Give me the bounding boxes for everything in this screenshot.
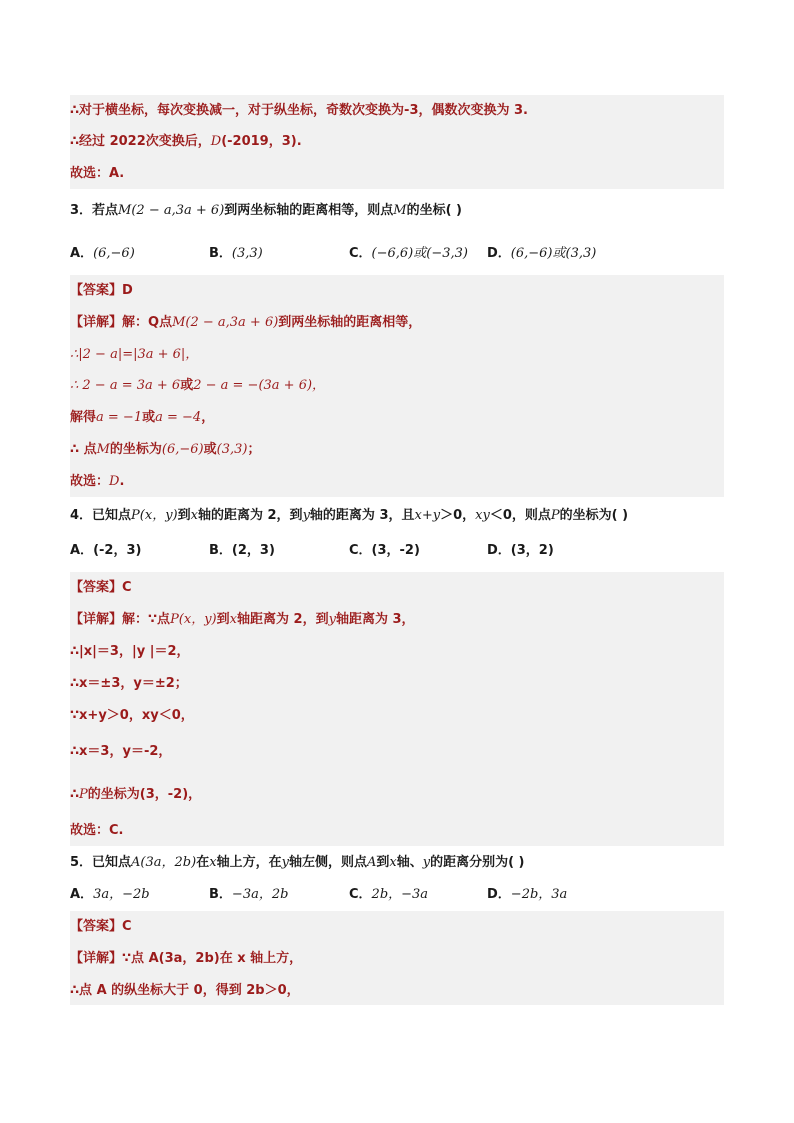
option-c: C．2b，−3a — [349, 887, 429, 902]
option-b: B．(3,3) — [209, 246, 263, 261]
option-a: A．3a，−2b — [70, 887, 150, 902]
option-b: B．−3a，2b — [209, 887, 289, 902]
solution-line: 【详解】解：∵点P(x，y)到x轴距离为 2，到y轴距离为 3， — [70, 612, 415, 627]
solution-line: ∴x＝3，y＝-2， — [70, 744, 172, 759]
option-d: D．−2b，3a — [487, 887, 568, 902]
option-a: A．(-2，3) — [70, 543, 142, 558]
option-c: C．(3，-2) — [349, 543, 420, 558]
answer-value: C — [122, 580, 132, 595]
option-b: B．(2，3) — [209, 543, 275, 558]
answer-line: 【答案】C — [70, 919, 132, 934]
answer-value: C — [122, 919, 132, 934]
answer-value: D — [122, 283, 133, 298]
solution-line: ∴点 A 的纵坐标大于 0，得到 2b＞0， — [70, 983, 300, 998]
solution-line: ∴经过 2022次变换后，D(-2019，3). — [70, 134, 302, 149]
option-d: D．(3，2) — [487, 543, 554, 558]
solution-line: ∴|2 − a|=|3a + 6|， — [70, 347, 199, 362]
solution-line: 【详解】解：Q点M(2 − a,3a + 6)到两坐标轴的距离相等， — [70, 315, 422, 330]
answer-line: 【答案】C — [70, 580, 132, 595]
question-3-options — [70, 244, 722, 264]
solution-line: 故选：D. — [70, 474, 125, 489]
solution-line: 故选：A. — [70, 166, 125, 181]
solution-line: ∴ 2 − a = 3a + 6或2 − a = −(3a + 6)， — [70, 378, 326, 393]
question-3-stem: 3．若点M(2 − a,3a + 6)到两坐标轴的距离相等，则点M的坐标( ) — [70, 203, 463, 218]
solution-line: 故选：C. — [70, 823, 124, 838]
solution-line: ∴ 点M的坐标为(6,−6)或(3,3)； — [70, 442, 261, 457]
answer-line: 【答案】D — [70, 283, 133, 298]
solution-line: ∵x+y＞0，xy＜0， — [70, 708, 194, 723]
option-c: C．(−6,6)或(−3,3) — [349, 246, 468, 261]
question-5-stem: 5．已知点A(3a，2b)在x轴上方，在y轴左侧，则点A到x轴、y的距离分别为( ) — [70, 855, 525, 870]
question-4-options — [70, 541, 722, 561]
solution-line: 解得a = −1或a = −4， — [70, 410, 215, 425]
solution-line: ∴|x|＝3，|y |＝2， — [70, 644, 190, 659]
option-d: D．(6,−6)或(3,3) — [487, 246, 597, 261]
question-5-options — [70, 885, 722, 905]
solution-line: 【详解】∵点 A(3a，2b)在 x 轴上方， — [70, 951, 303, 966]
solution-line: ∴对于横坐标，每次变换减一，对于纵坐标，奇数次变换为-3，偶数次变换为 3. — [70, 103, 528, 118]
question-4-stem: 4．已知点P(x，y)到x轴的距离为 2，到y轴的距离为 3，且x+y＞0，xy＜0，则点P的坐标为( ) — [70, 508, 629, 523]
option-a: A．(6,−6) — [70, 246, 135, 261]
solution-line: ∴P的坐标为(3，-2)， — [70, 787, 202, 802]
solution-line: ∴x＝±3，y＝±2； — [70, 676, 188, 691]
